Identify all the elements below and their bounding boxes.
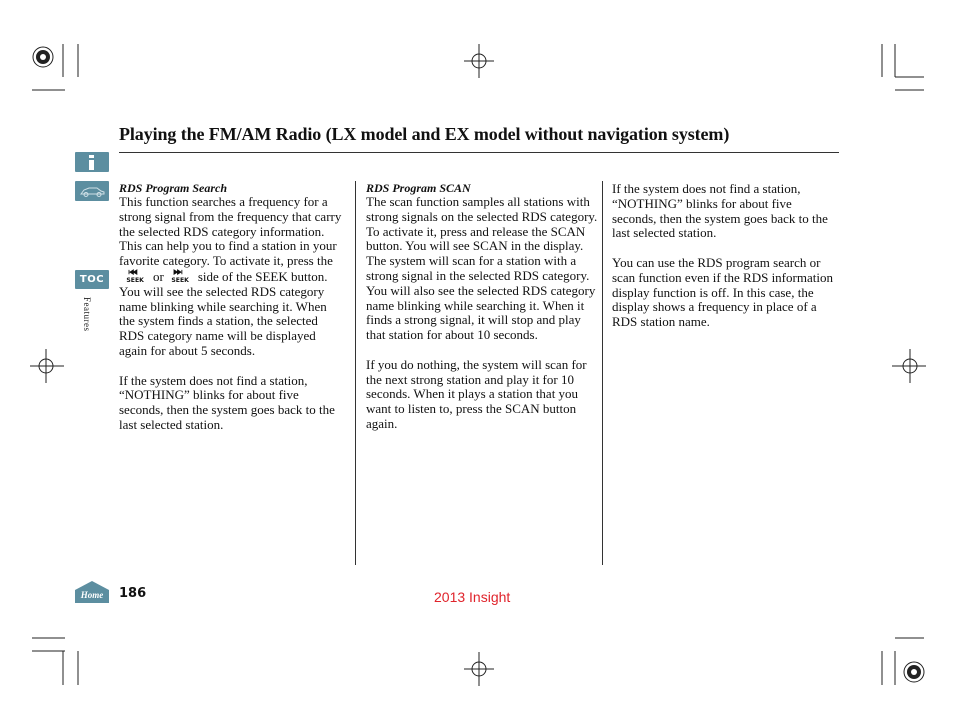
car-section-tab[interactable]	[75, 181, 109, 201]
rds-scan-para2: If you do nothing, the system will scan for the next strong station and play it for 10 seconds. When it plays a station that you want to listen to, press the SCAN button again.	[366, 356, 587, 431]
page-number: 186	[119, 586, 147, 601]
column-divider-2	[602, 181, 603, 565]
continued-para2: You can use the RDS program search or scan function even if the RDS information display function is off. In this case, the display shows a frequency in place of a RDS station name.	[612, 254, 833, 330]
info-icon	[75, 152, 109, 172]
rds-search-para1-b: side of the SEEK button. You will see the selected RDS category name blinking while searching it. When the system finds a station, the selected RDS category name will be displayed again for about 5 seconds.	[119, 268, 328, 358]
rds-search-para1-a: This function searches a frequency for a strong signal from the frequency that carry the selected RDS category information. This can help you to find a station in your favorite category. To activate it, press the	[119, 194, 342, 269]
column-rds-scan	[366, 181, 598, 432]
toc-tab[interactable]: TOC	[75, 270, 109, 289]
info-tab[interactable]	[75, 152, 109, 172]
continued-para1: If the system does not find a station, “NOTHING” blinks for about five seconds, then the system goes back to the last selected station.	[612, 181, 828, 241]
title-rule	[119, 152, 839, 153]
car-icon	[75, 181, 109, 201]
rds-search-para2: If the system does not find a station, “NOTHING” blinks for about five seconds, then the system goes back to the last selected station.	[119, 372, 335, 432]
seek-back-icon	[124, 269, 148, 283]
home-label: Home	[80, 590, 104, 600]
seek-back-icon-label: SEEK	[126, 277, 144, 283]
rds-search-para1	[119, 195, 344, 359]
seek-forward-icon	[169, 269, 193, 283]
home-button[interactable]	[74, 580, 110, 604]
footer-model-name: 2013 Insight	[434, 589, 511, 605]
rds-scan-heading: RDS Program SCAN	[366, 181, 471, 195]
column-continued	[612, 182, 838, 330]
seek-forward-icon-label: SEEK	[171, 277, 189, 283]
rds-scan-para1: The scan function samples all stations with strong signals on the selected RDS category. To activate it, press and release the SCAN button. You will see SCAN in the display. The system will scan for a station with a strong signal in the selected RDS category. You will also see the selected RDS category name blinking while searching it. When it finds a strong signal, it will stop and play that station for about 10 seconds.	[366, 194, 598, 343]
section-label: Features	[82, 297, 92, 332]
column-divider-1	[355, 181, 356, 565]
rds-search-heading: RDS Program Search	[119, 181, 228, 195]
column-rds-search	[119, 181, 344, 433]
rds-search-para1-or: or	[153, 268, 164, 284]
page-title: Playing the FM/AM Radio (LX model and EX model without navigation system)	[119, 124, 730, 144]
